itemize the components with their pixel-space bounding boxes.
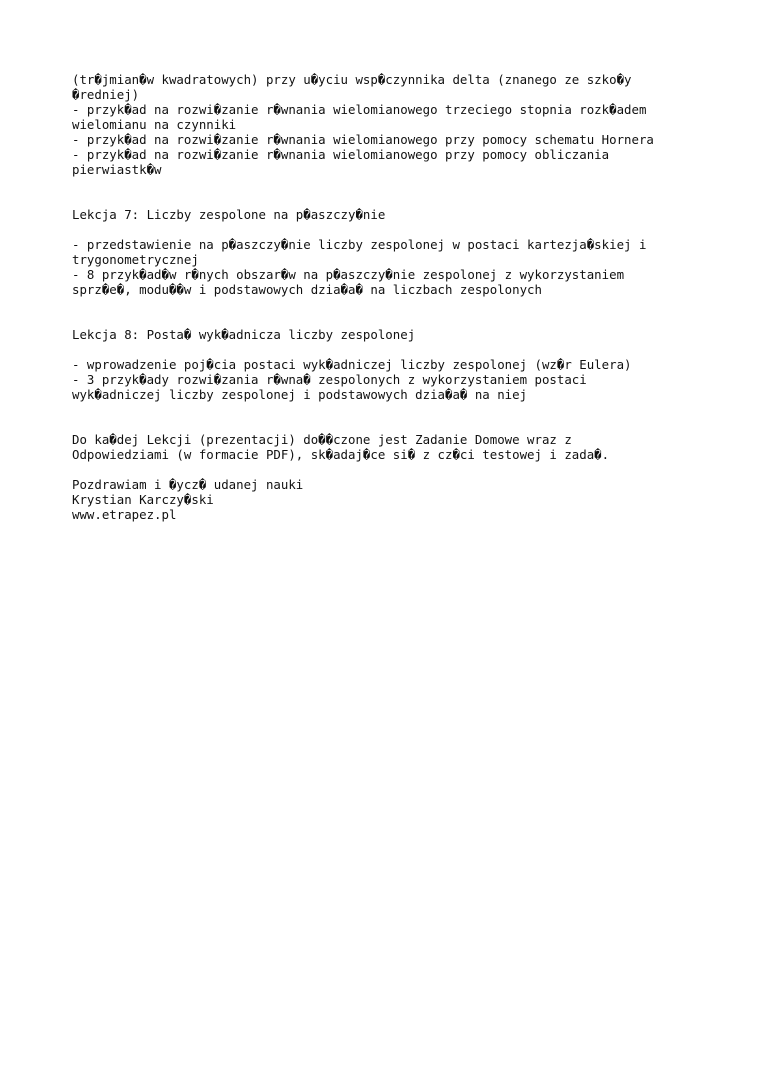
greeting-line: Pozdrawiam i �ycz� udanej nauki <box>72 477 304 492</box>
text-line: - 3 przyk�ady rozwi�zania r�wna� zespolonych z wykorzystaniem postaci <box>72 372 587 387</box>
text-line: pierwiastk�w <box>72 162 162 177</box>
lesson-7-section <box>72 207 712 297</box>
website-url: www.etrapez.pl <box>72 507 177 522</box>
text-line: - wprowadzenie poj�cia postaci wyk�adniczej liczby zespolonej (wz�r Eulera) <box>72 357 632 372</box>
signature-block <box>72 477 712 522</box>
author-name: Krystian Karczy�ski <box>72 492 214 507</box>
spacer <box>72 177 712 207</box>
text-line: �redniej) <box>72 87 140 102</box>
spacer <box>72 222 712 237</box>
text-line: - przyk�ad na rozwi�zanie r�wnania wielomianowego trzeciego stopnia rozk�adem <box>72 102 647 117</box>
lesson-8-section <box>72 327 712 402</box>
text-line: wyk�adniczej liczby zespolonej i podstawowych dzia�a� na niej <box>72 387 528 402</box>
text-line: Do ka�dej Lekcji (prezentacji) do��czone jest Zadanie Domowe wraz z <box>72 432 572 447</box>
document-text <box>72 72 712 522</box>
text-line: Odpowiedziami (w formacie PDF), sk�adaj�ce si� z cz�ci testowej i zada�. <box>72 447 610 462</box>
text-line: sprz�e�, modu��w i podstawowych dzia�a� na liczbach zespolonych <box>72 282 542 297</box>
lesson-8-title: Lekcja 8: Posta� wyk�adnicza liczby zespolonej <box>72 327 416 342</box>
text-line: - przyk�ad na rozwi�zanie r�wnania wielomianowego przy pomocy obliczania <box>72 147 610 162</box>
block-intro <box>72 72 712 177</box>
text-line: - 8 przyk�ad�w r�nych obszar�w na p�aszczy�nie zespolonej z wykorzystaniem <box>72 267 625 282</box>
text-line: (tr�jmian�w kwadratowych) przy u�yciu wsp�czynnika delta (znanego ze szko�y <box>72 72 632 87</box>
closing-paragraph <box>72 432 712 462</box>
text-line: wielomianu na czynniki <box>72 117 237 132</box>
spacer <box>72 462 712 477</box>
spacer <box>72 402 712 432</box>
spacer <box>72 297 712 327</box>
text-line: - przyk�ad na rozwi�zanie r�wnania wielomianowego przy pomocy schematu Hornera <box>72 132 654 147</box>
text-line: trygonometrycznej <box>72 252 199 267</box>
lesson-7-title: Lekcja 7: Liczby zespolone na p�aszczy�nie <box>72 207 386 222</box>
spacer <box>72 342 712 357</box>
text-line: - przedstawienie na p�aszczy�nie liczby zespolonej w postaci kartezja�skiej i <box>72 237 647 252</box>
